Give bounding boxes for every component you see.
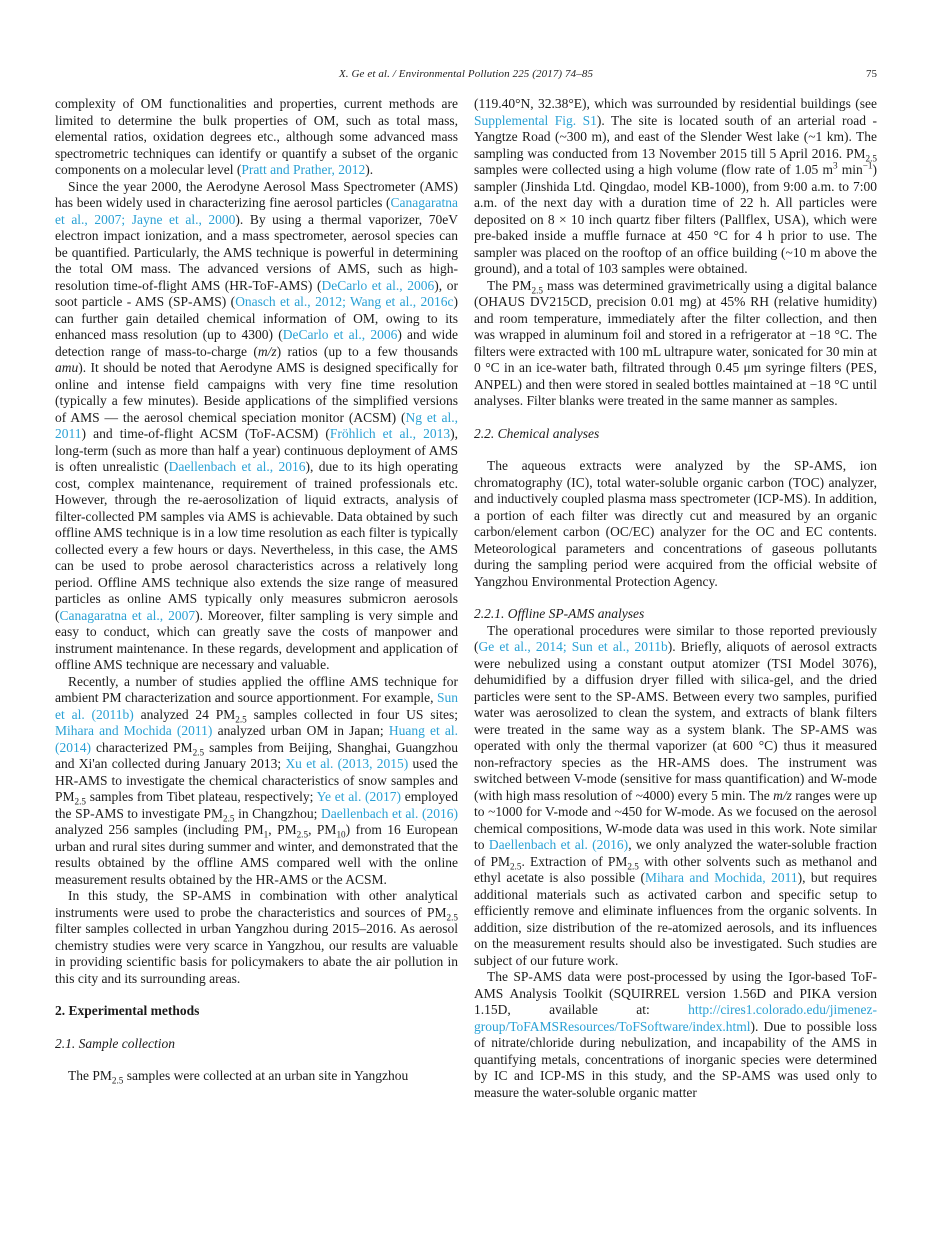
citation-link[interactable]: DeCarlo et al., 2006 — [282, 327, 398, 342]
text-run: with other solvents such as methanol and ethyl acetate is also possible ( — [474, 853, 877, 885]
text-run: 2. Experimental methods — [55, 1003, 200, 1018]
text-run: analyzed 24 PM — [133, 706, 236, 722]
sub-text: 2.5 — [111, 1075, 124, 1086]
text-run: ), long-term (such as more than half a year) continuous deployment of AMS is often unrealistic ( — [55, 426, 459, 474]
text-run: ) ratios (up to a few thousands — [276, 343, 458, 359]
text-run: ). Due to possible loss of nitrate/chloride during nebulization, and incapability of the AMS in quantifying metals, concentrations of inorganic species were determined by IC and ICP-MS in this study, and the SP-AMS was used only to measure the water-soluble organic matter — [474, 1018, 877, 1100]
article-body — [55, 96, 877, 1101]
sub-text: 10 — [336, 829, 346, 840]
text-run: ), but requires additional materials such as activated carbon and specific setup to efficiently remove and eliminate influences from the organic solvents. In addition, size distribution of the re-atomized aerosols, and its influences on the measurement results should also be investigated. Such studies are subject of our future work. — [474, 870, 877, 968]
text-run: complexity of OM functionalities and properties, current methods are limited to determine the bulk properties of OM, such as total mass, elemental ratios, oxidation degrees etc., although some advanced mass spectrometric techniques can identify or quantify a subset of the organic components on a molecular level ( — [55, 96, 458, 177]
text-run: 2.2.1. Offline SP-AMS analyses — [474, 606, 645, 621]
sub-text: 2.5 — [531, 285, 543, 296]
sampling-site-paragraph — [474, 96, 877, 278]
citation-link[interactable]: Huang et al. (2014) — [55, 723, 458, 755]
text-run: In this study, the SP-AMS in combination with other analytical instruments were used to probe the characteristics and sources of PM — [55, 888, 458, 920]
citation-link[interactable]: Ye et al. (2017) — [316, 789, 402, 804]
text-run: ) sampler (Jinshida Ltd. Qingdao, model KB-1000), from 9:00 a.m. to 7:00 a.m. of the next day with a duration time of 22 h. All particles were deposited on 8 × 10 inch quartz fiber filters (Pallflex, USA), which were pre-baked inside a muffle furnace at 450 °C for 4 h prior to use. The sampler was placed on the rooftop of an office building (~10 m above the ground), and a total of 103 samples were obtained. — [474, 162, 877, 276]
text-run: The SP-AMS data were post-processed by using the Igor-based ToF-AMS Analysis Toolkit (SQUIRREL version 1.56D and PIKA version 1.15D, available at: — [474, 969, 877, 1017]
offline-ams-studies-paragraph — [55, 674, 458, 889]
citation-link[interactable]: Sun et al. (2011b) — [55, 690, 458, 722]
text-run: (119.40°N, 32.38°E), which was surrounded by residential buildings (see — [474, 96, 877, 111]
sample-collection-paragraph — [55, 1068, 458, 1085]
citation-link[interactable]: Ng et al., 2011 — [55, 409, 458, 441]
section-2-1-heading — [55, 1036, 458, 1053]
text-run: mass was determined gravimetrically using a digital balance (OHAUS DV215CD, precision 0.01 mg) at 45% RH (relative humidity) and room temperature, immediately after the filter collection, and then was wrapped in aluminum foil and stored in a refrigerator at −18 °C. The filters were extracted with 100 mL ultrapure water, sonicated for 30 min at 0 °C in an ice-water bath, filtrated through 0.45 μm syringe filters (PES, ANPEL) and then were stored in sealed bottles maintained at −18 °C until analyses. Filter blanks were treated in the same manner as samples. — [474, 277, 877, 408]
text-run: , PM — [308, 822, 337, 837]
text-run: The PM — [487, 277, 532, 293]
left-column — [55, 96, 458, 1101]
text-run: in Changzhou; — [234, 805, 321, 821]
text-run: analyzed urban OM in Japan; — [212, 723, 389, 738]
citation-link[interactable]: Daellenbach et al. (2016) — [488, 837, 629, 852]
text-run: ). By using a thermal vaporizer, 70eV electron impact ionization, and a mass spectrometer, aerosol species can be quantified. Particularly, the AMS technique is powerful in determining the total OM mass. The advanced versions of AMS, such as high-resolution time-of-flight AMS (HR-ToF-AMS) ( — [55, 211, 458, 293]
sub-text: 2.5 — [223, 813, 235, 824]
sup-text: −1 — [862, 160, 873, 171]
sub-text: 2.5 — [446, 912, 458, 923]
text-run: ). It should be noted that Aerodyne AMS is designed specifically for online and intense field campaigns with very fine time resolution (typically a few minutes). Beside applications of the simplified versions of AMS — the aerosol chemical speciation monitor (ACSM) ( — [55, 360, 458, 425]
data-processing-paragraph — [474, 969, 877, 1101]
text-run: ), due to its high operating cost, complex maintenance, requirement of trained professionals etc. However, through the re-aerosolization of liquid extracts, analysis of filter-collected PM samples via AMS is achievable. Data obtained by such offline AMS technique is in a low time resolution as each filter is typically collected every a few hours or days. Nevertheless, in this case, the AMS can be used to probe aerosol characteristics across a relatively long period. Offline AMS technique also extends the size range of measured particles as online AMS typically only measures submicron aerosols ( — [55, 459, 459, 623]
sub-text: 2.5 — [74, 796, 86, 807]
sp-ams-procedure-paragraph — [474, 623, 877, 970]
citation-link[interactable]: DeCarlo et al., 2006 — [321, 277, 435, 293]
citation-link[interactable]: Canagaratna et al., 2007; Jayne et al., 2000 — [55, 195, 458, 227]
text-run: ) and wide detection range of mass-to-charge ( — [55, 327, 458, 359]
citation-link[interactable]: http://cires1.colorado.edu/jimenez-group/ToFAMSResources/ToFSoftware/index.html — [474, 1002, 877, 1034]
citation-link[interactable]: Supplemental Fig. S1 — [474, 112, 597, 128]
text-run: ). — [365, 162, 374, 177]
ams-background-paragraph — [55, 179, 458, 674]
mass-determination-paragraph — [474, 278, 877, 410]
text-run: samples from Tibet plateau, respectively; — [85, 789, 317, 804]
section-2-2-heading — [474, 426, 877, 443]
text-run: min — [837, 162, 863, 177]
text-run: ). The site is located south of an arterial road - Yangtze Road (~300 m), and east of the Slender West lake (~1 km). The sampling was conducted from 13 November 2015 till 5 April 2016. PM — [474, 112, 877, 161]
running-title: X. Ge et al. / Environmental Pollution 225 (2017) 74–85 — [338, 68, 594, 80]
page-header — [55, 68, 877, 80]
section-2-2-1-heading — [474, 606, 877, 623]
sub-text: 2.5 — [865, 153, 877, 164]
citation-link[interactable]: Fröhlich et al., 2013 — [329, 426, 451, 441]
text-run: ranges were up to ~1000 for V-mode and ~450 for W-mode. As we focused on the aerosol chemical compositions, W-mode data was used in this work. Note similar to — [474, 787, 877, 852]
text-run: The PM — [68, 1068, 112, 1083]
text-run: employed the SP-AMS to investigate PM — [55, 789, 458, 821]
text-run: The aqueous extracts were analyzed by the SP-AMS, ion chromatography (IC), total water-soluble organic carbon (TOC) analyzer, and inductively coupled plasma mass spectrometer (ICP-MS). In addition, a portion of each filter was directly cut and measured by an organic carbon/element carbon (OC/EC) analyzer for the OC and EC contents. Meteorological parameters and concentrations of gaseous pollutants during the sampling period were acquired from the official website of Yangzhou Environmental Protection Agency. — [474, 458, 877, 589]
text-run: samples from Beijing, Shanghai, Guangzhou and Xi'an collected during January 2013; — [55, 739, 458, 771]
citation-link[interactable]: Xu et al. (2013, 2015) — [285, 756, 409, 771]
right-column — [474, 96, 877, 1101]
text-run: 2.2. Chemical analyses — [474, 425, 600, 441]
text-run: used the HR-AMS to investigate the chemical characteristics of snow samples and PM — [55, 756, 458, 804]
text-run: m/z — [773, 787, 792, 803]
text-run: . Extraction of PM — [521, 853, 628, 869]
text-run: ). Moreover, filter sampling is very simple and easy to conduct, which can greatly save the costs of manpower and instrument maintenance. In these regards, development and application of offline AMS technique are necessary and valuable. — [55, 607, 458, 672]
sub-text: 2.5 — [192, 747, 205, 758]
text-run: ). Briefly, aliquots of aerosol extracts were nebulized using a constant output atomizer (TSI Model 3076), dehumidified by a diffusion dryer filled with silica-gel, and the dried particles were sent to the SP-AMS. Between every two samples, purified water was aerosolized to clean the system, and extracts of blank filters were treated in the same way as a system blank. The SP-AMS was operated with only the thermal vaporizer (at 600 °C) thus it measured non-refractory species as the HR-AMS does. The instrument was switched between V-mode (sensitive for mass quantification) and W-mode (with high mass resolution of ~4000) every 5 min. The — [474, 639, 877, 803]
citation-link[interactable]: Ge et al., 2014; Sun et al., 2011b — [478, 639, 668, 654]
text-run: amu — [55, 360, 79, 375]
text-run: samples collected in four US sites; — [246, 706, 458, 722]
chemical-analyses-paragraph — [474, 458, 877, 590]
text-run: ), or soot particle - AMS (SP-AMS) ( — [55, 277, 458, 309]
text-run: ) and time-of-flight ACSM (ToF-ACSM) ( — [81, 426, 330, 441]
sub-text: 2.5 — [296, 829, 309, 840]
text-run: The operational procedures were similar to those reported previously ( — [474, 622, 877, 654]
text-run: , we only analyzed the water-soluble fraction of PM — [474, 837, 877, 869]
text-run: m/z — [257, 343, 277, 359]
text-run: ) can further gain detailed chemical information of OM, owing to its enhanced mass resolution (up to 4300) ( — [55, 294, 459, 342]
sup-text: 3 — [832, 160, 838, 171]
sub-text: 1 — [263, 829, 269, 840]
text-run: , PM — [268, 822, 297, 837]
citation-link[interactable]: Canagaratna et al., 2007 — [59, 607, 196, 623]
sub-text: 2.5 — [627, 861, 639, 872]
text-run: filter samples collected in urban Yangzhou during 2015–2016. As aerosol chemistry studies were very scarce in Yangzhou, our results are valuable in providing scientific basis for policymakers to abate the air pollution in this city and its surrounding areas. — [55, 921, 458, 986]
text-run: samples were collected at an urban site in Yangzhou — [123, 1068, 409, 1083]
text-run: samples were collected using a high volume (flow rate of 1.05 m — [474, 162, 833, 177]
study-overview-paragraph — [55, 888, 458, 987]
page-number: 75 — [866, 68, 877, 80]
text-run: 2.1. Sample collection — [55, 1035, 175, 1051]
text-run: characterized PM — [91, 739, 193, 755]
sub-text: 2.5 — [509, 861, 522, 872]
citation-link[interactable]: Pratt and Prather, 2012 — [241, 162, 366, 177]
text-run: analyzed 256 samples (including PM — [55, 822, 264, 837]
section-2-heading — [55, 1003, 458, 1020]
citation-link[interactable]: Mihara and Mochida (2011) — [55, 723, 213, 738]
intro-continuation-paragraph — [55, 96, 458, 179]
sub-text: 2.5 — [235, 714, 247, 725]
citation-link[interactable]: Mihara and Mochida, 2011 — [645, 870, 798, 885]
text-run: Since the year 2000, the Aerodyne Aerosol Mass Spectrometer (AMS) has been widely used in characterizing fine aerosol particles ( — [55, 178, 458, 210]
text-run: ) from 16 European urban and rural sites during summer and winter, and demonstrated that the results obtained by the offline AMS compared well with the online measurement results obtained by the HR-AMS or the ACSM. — [55, 822, 459, 887]
citation-link[interactable]: Daellenbach et al., 2016 — [168, 459, 306, 474]
citation-link[interactable]: Daellenbach et al. (2016) — [320, 805, 458, 821]
citation-link[interactable]: Onasch et al., 2012; Wang et al., 2016c — [235, 294, 454, 309]
text-run: Recently, a number of studies applied the offline AMS technique for ambient PM characterization and source apportionment. For example, — [55, 673, 458, 705]
